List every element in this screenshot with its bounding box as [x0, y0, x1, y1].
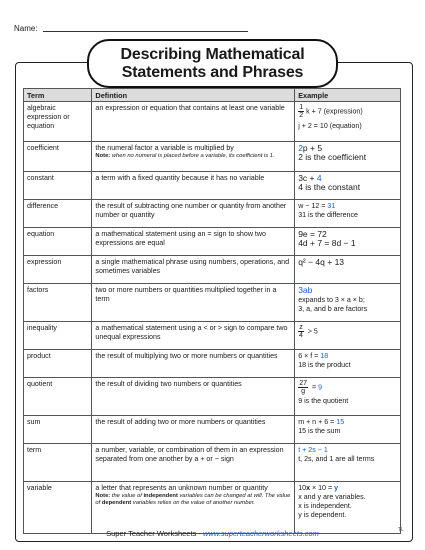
highlight-value: y: [334, 484, 339, 492]
example-text: m + n + 6 =: [298, 418, 337, 426]
example-text: t, 2s, and 1 are all terms: [298, 455, 375, 463]
example-text: =: [310, 383, 319, 392]
definition-cell: a mathematical statement using an = sign to show two expressions are equal: [92, 228, 295, 256]
definition-text: a letter that represents an unknown number or quantity: [95, 484, 268, 492]
definition-cell: the result of multiplying two or more numbers or quantities: [92, 350, 295, 378]
example-text: 18 is the product: [298, 361, 351, 369]
example-cell: [295, 102, 401, 142]
example-text: 10: [298, 484, 307, 492]
definition-text: the numeral factor a variable is multiplied by: [95, 144, 234, 152]
table-row: [24, 444, 401, 482]
highlight-value: 31: [327, 202, 336, 210]
table-row: [24, 172, 401, 200]
highlight-value: 18: [320, 352, 329, 360]
name-label: Name:: [14, 24, 38, 33]
example-text: 9 is the quotient: [298, 397, 349, 405]
footer-code: TL: [398, 527, 404, 533]
definitions-table: [23, 88, 401, 534]
example-cell: [295, 172, 401, 200]
term-cell: constant: [24, 172, 92, 200]
example-text: 31 is the difference: [298, 211, 358, 219]
numerator: z: [299, 323, 303, 331]
table-header-row: [24, 89, 401, 102]
title-line-1: Describing Mathematical: [120, 45, 305, 63]
term-cell: equation: [24, 228, 92, 256]
table-row: [24, 482, 401, 534]
example-cell: q² − 4q + 13: [295, 256, 401, 284]
example-text: 9e = 72: [298, 229, 327, 239]
footer: [0, 529, 425, 538]
note-lead: Note:: [95, 493, 111, 499]
table-row: [24, 322, 401, 350]
table-row: [24, 350, 401, 378]
definition-cell: a number, variable, or combination of them in an expression separated from one another by a + or − sign: [92, 444, 295, 482]
definition-cell: [92, 482, 295, 534]
example-cell: [295, 200, 401, 228]
example-text: 4d + 7 = 8d − 1: [298, 238, 356, 248]
example-text: 4 is the constant: [298, 182, 361, 192]
note-text: [95, 493, 291, 507]
example-cell: [295, 416, 401, 444]
table-row: [24, 284, 401, 322]
term-cell: inequality: [24, 322, 92, 350]
example-cell: [295, 142, 401, 172]
definition-cell: a single mathematical phrase using numbers, operations, and sometimes variables: [92, 256, 295, 284]
example-text: j + 2 = 10 (equation): [298, 122, 362, 130]
table-row: [24, 378, 401, 416]
name-line: [43, 31, 248, 32]
definition-cell: a term with a fixed quantity because it has no variable: [92, 172, 295, 200]
example-variable: x: [306, 484, 311, 492]
definition-cell: [92, 142, 295, 172]
term-cell: coefficient: [24, 142, 92, 172]
column-header-term: Term: [24, 89, 92, 102]
denominator: g: [301, 387, 306, 395]
example-cell: [295, 482, 401, 534]
term-cell: variable: [24, 482, 92, 534]
term-cell: product: [24, 350, 92, 378]
term-cell: factors: [24, 284, 92, 322]
example-text: 3c +: [298, 173, 317, 183]
table-row: [24, 102, 401, 142]
title-line-2: Statements and Phrases: [121, 63, 304, 81]
example-cell: [295, 228, 401, 256]
note-body: the value of: [110, 493, 144, 499]
example-cell: [295, 444, 401, 482]
example-text: x and y are variables.: [298, 493, 366, 501]
example-text: x is independent.: [298, 502, 352, 510]
table-row: [24, 256, 401, 284]
definition-cell: two or more numbers or quantities multiplied together in a term: [92, 284, 295, 322]
example-text: w − 12 =: [298, 202, 328, 210]
numerator: 27: [299, 379, 308, 387]
column-header-definition: Defintion: [92, 89, 295, 102]
highlight-value: t + 2s − 1: [298, 446, 328, 454]
fraction: [298, 104, 304, 119]
denominator: 2: [299, 111, 304, 119]
note-body: variables can be changed at will. The value of: [95, 493, 291, 506]
note-body: variables relies on the value of another number.: [131, 500, 256, 506]
highlight-value: 15: [336, 418, 345, 426]
term-cell: quotient: [24, 378, 92, 416]
footer-link[interactable]: www.superteacherworksheets.com: [202, 529, 319, 538]
table-row: [24, 200, 401, 228]
title-box: [87, 39, 338, 88]
column-header-example: Example: [295, 89, 401, 102]
example-text: y is dependent.: [298, 511, 347, 519]
term-cell: sum: [24, 416, 92, 444]
fraction: [298, 324, 304, 339]
example-text: expands to 3 × a × b;: [298, 296, 365, 304]
numerator: 1: [299, 103, 304, 111]
example-text: > 5: [305, 327, 318, 336]
definition-cell: an expression or equation that contains at least one variable: [92, 102, 295, 142]
example-cell: [295, 284, 401, 322]
highlight-value: 3ab: [298, 285, 313, 295]
example-text: × 10 =: [310, 484, 335, 492]
definition-cell: the result of subtracting one number or quantity from another number or quantity: [92, 200, 295, 228]
highlight-value: 2: [298, 143, 303, 153]
example-text: p + 5: [302, 143, 323, 153]
example-cell: [295, 350, 401, 378]
fraction: [298, 380, 308, 395]
example-text: 3, a, and b are factors: [298, 305, 368, 313]
note-body: when no numeral is placed before a variable, its coefficient is 1.: [110, 153, 275, 159]
term-cell: difference: [24, 200, 92, 228]
example-cell: [295, 378, 401, 416]
highlight-value: 9: [318, 383, 323, 392]
note-emphasis: independent: [143, 493, 178, 499]
note-text: [95, 153, 291, 160]
table-row: [24, 142, 401, 172]
note-lead: Note:: [95, 153, 111, 159]
term-cell: algebraic expression or equation: [24, 102, 92, 142]
definition-cell: the result of dividing two numbers or quantities: [92, 378, 295, 416]
note-emphasis: dependent: [101, 500, 132, 506]
example-cell: [295, 322, 401, 350]
definition-cell: a mathematical statement using a < or > sign to compare two unequal expressions: [92, 322, 295, 350]
table-row: [24, 416, 401, 444]
table-row: [24, 228, 401, 256]
term-cell: expression: [24, 256, 92, 284]
example-text: k + 7 (expression): [306, 107, 363, 116]
example-text: 2 is the coefficient: [298, 152, 367, 162]
example-text: 15 is the sum: [298, 427, 341, 435]
term-cell: term: [24, 444, 92, 482]
example-text: 6 × f =: [298, 352, 321, 360]
definition-cell: the result of adding two or more numbers or quantities: [92, 416, 295, 444]
denominator: 4: [298, 331, 303, 339]
footer-brand: Super Teacher Worksheets -: [106, 529, 203, 538]
highlight-value: 4: [316, 173, 322, 183]
